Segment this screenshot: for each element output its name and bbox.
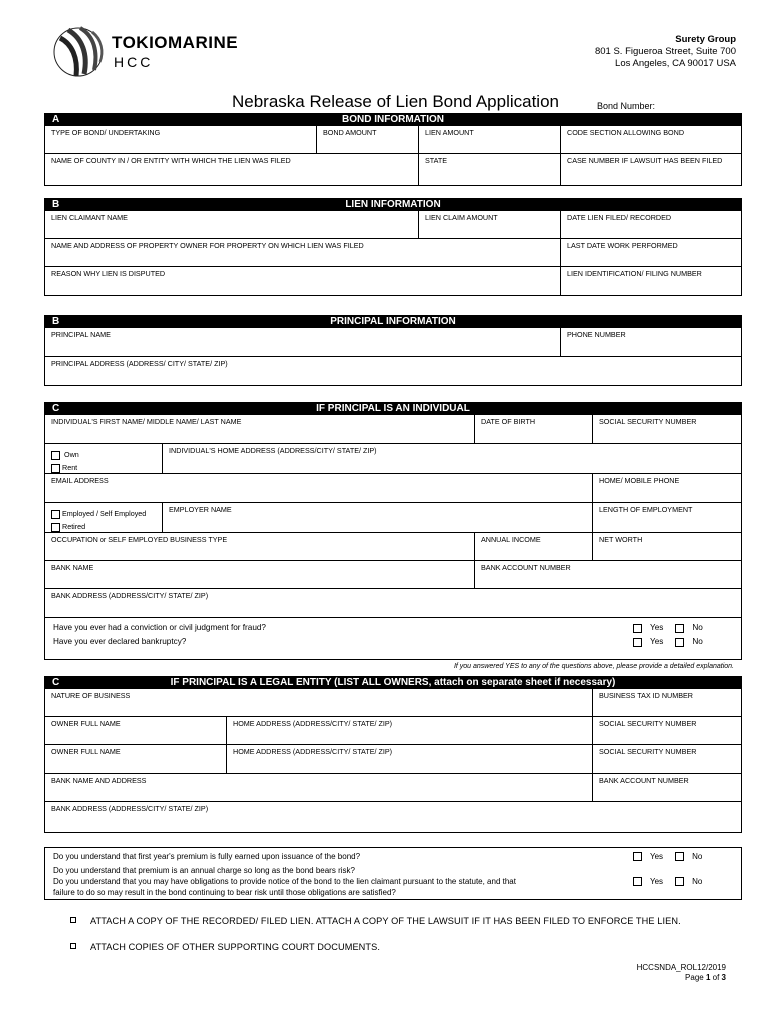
notice-obligation-question <box>53 876 516 898</box>
fraud-question: Have you ever had a conviction or civil judgment for fraud? <box>53 623 266 632</box>
premium-earned-row <box>53 851 733 862</box>
bankruptcy-no-checkbox[interactable] <box>675 638 684 647</box>
bond-information-section <box>44 113 742 186</box>
code-section-field[interactable]: CODE SECTION ALLOWING BOND <box>567 128 685 137</box>
section-header <box>44 198 742 211</box>
rent-checkbox[interactable] <box>51 464 60 473</box>
fraud-yes-checkbox[interactable] <box>633 624 642 633</box>
bond-number-label: Bond Number: <box>597 101 656 111</box>
individual-section <box>44 402 742 670</box>
section-title: IF PRINCIPAL IS A LEGAL ENTITY (LIST ALL OWNERS, attach on separate sheet if necessary) <box>170 677 616 688</box>
annual-income-field[interactable]: ANNUAL INCOME <box>475 533 593 560</box>
phone-number-field[interactable]: PHONE NUMBER <box>567 330 626 339</box>
section-header <box>44 113 742 126</box>
retired-label: Retired <box>62 522 86 531</box>
bankruptcy-question: Have you ever declared bankruptcy? <box>53 637 187 646</box>
company-logo <box>52 24 272 80</box>
bank-account-field[interactable]: BANK ACCOUNT NUMBER <box>481 563 571 572</box>
own-option[interactable] <box>51 448 156 461</box>
company-name: Surety Group <box>675 34 736 45</box>
bankruptcy-question-row <box>53 635 733 649</box>
page-prefix: Page <box>685 973 704 982</box>
owner2-ssn-field[interactable]: SOCIAL SECURITY NUMBER <box>599 747 697 756</box>
case-number-field[interactable]: CASE NUMBER IF LAWSUIT HAS BEEN FILED <box>567 156 723 165</box>
yes-label: Yes <box>650 877 664 886</box>
county-field[interactable]: NAME OF COUNTY IN / OR ENTITY WITH WHICH THE LIEN WAS FILED <box>45 154 419 185</box>
notice-obligation-row <box>53 876 733 898</box>
email-field[interactable]: EMAIL ADDRESS <box>45 474 593 502</box>
premium-earned-no-checkbox[interactable] <box>675 852 684 861</box>
occupation-field[interactable]: OCCUPATION or SELF EMPLOYED BUSINESS TYPE <box>45 533 475 560</box>
legal-entity-section <box>44 676 742 833</box>
lien-amount-field[interactable]: LIEN AMOUNT <box>419 126 561 153</box>
notice-question-line2: failure to do so may result in the bond continuing to bear risk until those obligations are satisfied? <box>53 888 396 897</box>
fraud-bankruptcy-questions <box>44 618 742 660</box>
understanding-questions <box>44 847 742 900</box>
section-title: IF PRINCIPAL IS AN INDIVIDUAL <box>316 403 470 414</box>
notice-no-checkbox[interactable] <box>675 877 684 886</box>
section-letter: B <box>52 316 60 327</box>
notice-question-line1: Do you understand that you may have obligations to provide notice of the bond to the lien claimant pursuant to the statute, and that <box>53 877 516 886</box>
fraud-question-row <box>53 621 733 635</box>
entity-bank-address-field[interactable]: BANK ADDRESS (ADDRESS/CITY/ STATE/ ZIP) <box>51 804 209 813</box>
date-of-birth-field[interactable]: DATE OF BIRTH <box>475 415 593 443</box>
lien-id-field[interactable]: LIEN IDENTIFICATION/ FILING NUMBER <box>567 269 702 278</box>
page-indicator <box>637 973 726 983</box>
net-worth-field[interactable]: NET WORTH <box>599 535 643 544</box>
form-code: HCCSNDA_ROL12/2019 <box>636 963 726 972</box>
last-work-date-field[interactable]: LAST DATE WORK PERFORMED <box>567 241 678 250</box>
lien-claimant-field[interactable]: LIEN CLAIMANT NAME <box>45 211 419 238</box>
yes-label: Yes <box>650 637 664 646</box>
home-phone-field[interactable]: HOME/ MOBILE PHONE <box>599 476 680 485</box>
section-title: PRINCIPAL INFORMATION <box>330 316 456 327</box>
entity-bank-name-field[interactable]: BANK NAME AND ADDRESS <box>45 774 593 801</box>
employment-length-field[interactable]: LENGTH OF EMPLOYMENT <box>599 505 693 514</box>
fraud-no-checkbox[interactable] <box>675 624 684 633</box>
page-footer <box>637 963 726 983</box>
owner1-name-field[interactable]: OWNER FULL NAME <box>45 717 227 744</box>
section-letter: C <box>52 677 60 688</box>
logo-mark-icon <box>52 24 108 80</box>
principal-information-section <box>44 315 742 386</box>
property-owner-field[interactable]: NAME AND ADDRESS OF PROPERTY OWNER FOR PROPERTY ON WHICH LIEN WAS FILED <box>45 239 561 266</box>
employed-option[interactable] <box>51 507 156 520</box>
yes-explanation-note: If you answered YES to any of the questions above, please provide a detailed explanation. <box>453 663 734 670</box>
entity-bank-account-field[interactable]: BANK ACCOUNT NUMBER <box>599 776 689 785</box>
no-label: No <box>692 637 703 646</box>
nature-of-business-field[interactable]: NATURE OF BUSINESS <box>45 689 593 716</box>
attach-lien-checkbox[interactable] <box>70 917 76 923</box>
principal-name-field[interactable]: PRINCIPAL NAME <box>45 328 561 356</box>
no-label: No <box>692 852 703 861</box>
notice-yes-checkbox[interactable] <box>633 877 642 886</box>
page-number: 1 <box>705 973 711 982</box>
section-header <box>44 315 742 328</box>
lien-information-section <box>44 198 742 296</box>
section-title: LIEN INFORMATION <box>345 199 441 210</box>
section-letter: B <box>52 199 60 210</box>
logo-line2: HCC <box>114 54 154 70</box>
attach-court-docs-instruction <box>70 941 730 953</box>
employment-options <box>45 503 163 532</box>
page-title: Nebraska Release of Lien Bond Application <box>232 92 559 111</box>
individual-name-field[interactable]: INDIVIDUAL'S FIRST NAME/ MIDDLE NAME/ LAST NAME <box>45 415 475 443</box>
company-city: Los Angeles, CA 90017 USA <box>615 58 736 69</box>
company-street: 801 S. Figueroa Street, Suite 700 <box>594 46 736 57</box>
owner1-home-address-field[interactable]: HOME ADDRESS (ADDRESS/CITY/ STATE/ ZIP) <box>227 717 593 744</box>
section-letter: A <box>52 114 60 125</box>
employed-checkbox[interactable] <box>51 510 60 519</box>
section-header <box>44 676 742 689</box>
ssn-field[interactable]: SOCIAL SECURITY NUMBER <box>599 417 697 426</box>
bank-address-field[interactable]: BANK ADDRESS (ADDRESS/CITY/ STATE/ ZIP) <box>51 591 209 600</box>
own-label: Own <box>64 450 79 459</box>
rent-label: Rent <box>62 463 78 472</box>
attach-court-docs-checkbox[interactable] <box>70 943 76 949</box>
premium-earned-yes-checkbox[interactable] <box>633 852 642 861</box>
lien-claim-amount-field[interactable]: LIEN CLAIM AMOUNT <box>419 211 561 238</box>
logo-line1: TOKIOMARINE <box>112 33 239 52</box>
attach-lien-instruction <box>70 915 730 927</box>
bankruptcy-yes-checkbox[interactable] <box>633 638 642 647</box>
attach-court-docs-text: ATTACH COPIES OF OTHER SUPPORTING COURT DOCUMENTS. <box>90 942 381 952</box>
page-of: of <box>712 973 720 982</box>
bank-name-field[interactable]: BANK NAME <box>45 561 475 588</box>
no-label: No <box>692 877 703 886</box>
owner2-name-field[interactable]: OWNER FULL NAME <box>45 745 227 773</box>
business-tax-id-field[interactable]: BUSINESS TAX ID NUMBER <box>599 691 693 700</box>
yes-label: Yes <box>650 623 664 632</box>
retired-option[interactable] <box>51 520 156 533</box>
principal-address-field[interactable]: PRINCIPAL ADDRESS (ADDRESS/ CITY/ STATE/ ZIP) <box>51 359 228 368</box>
section-title: BOND INFORMATION <box>341 114 445 125</box>
retired-checkbox[interactable] <box>51 523 60 532</box>
date-lien-filed-field[interactable]: DATE LIEN FILED/ RECORDED <box>567 213 672 222</box>
annual-charge-question: Do you understand that premium is an annual charge so long as the bond bears risk? <box>53 866 355 875</box>
bond-amount-field[interactable]: BOND AMOUNT <box>317 126 419 153</box>
home-address-field[interactable]: INDIVIDUAL'S HOME ADDRESS (ADDRESS/CITY/ STATE/ ZIP) <box>169 446 377 455</box>
employed-label: Employed / Self Employed <box>62 509 147 518</box>
page-total: 3 <box>721 973 726 982</box>
own-checkbox[interactable] <box>51 451 60 460</box>
state-field[interactable]: STATE <box>419 154 561 185</box>
employer-name-field[interactable]: EMPLOYER NAME <box>163 503 593 532</box>
no-label: No <box>692 623 703 632</box>
attach-lien-text: ATTACH A COPY OF THE RECORDED/ FILED LIEN. ATTACH A COPY OF THE LAWSUIT IF IT HAS BEEN FILED TO ENFORCE THE LIEN. <box>90 916 681 926</box>
own-rent-options <box>45 444 163 473</box>
company-address <box>595 34 736 70</box>
owner2-home-address-field[interactable]: HOME ADDRESS (ADDRESS/CITY/ STATE/ ZIP) <box>227 745 593 773</box>
section-header <box>44 402 742 415</box>
premium-earned-question: Do you understand that first year's premium is fully earned upon issuance of the bond? <box>53 852 361 861</box>
dispute-reason-field[interactable]: REASON WHY LIEN IS DISPUTED <box>45 267 561 295</box>
section-letter: C <box>52 403 60 414</box>
rent-option[interactable] <box>51 461 156 474</box>
bond-type-field[interactable]: TYPE OF BOND/ UNDERTAKING <box>45 126 317 153</box>
owner1-ssn-field[interactable]: SOCIAL SECURITY NUMBER <box>599 719 697 728</box>
yes-label: Yes <box>650 852 664 861</box>
